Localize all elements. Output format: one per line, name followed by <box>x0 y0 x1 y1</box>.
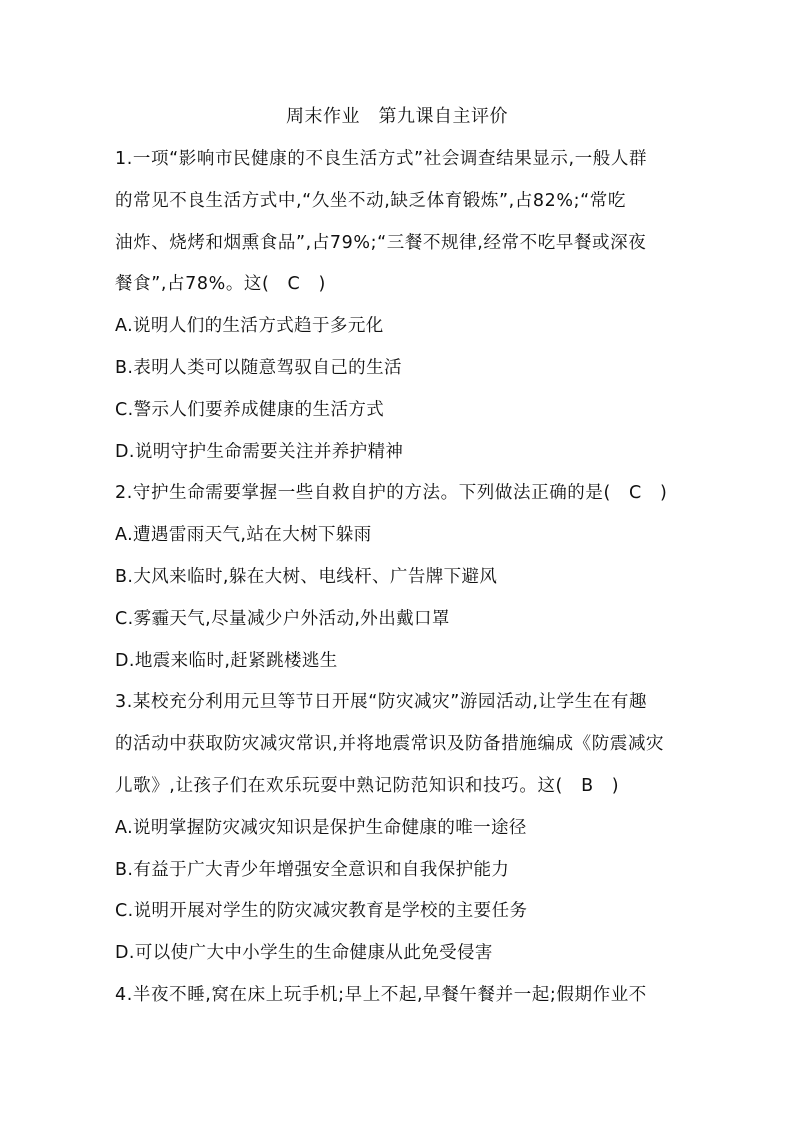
question-1-line-4: 餐食”,占78%。这( C ) <box>115 274 326 295</box>
question-2-option-b: B.大风来临时,躲在大树、电线杆、广告牌下避风 <box>115 566 498 587</box>
question-1-line-3: 油炸、烧烤和烟熏食品”,占79%;“三餐不规律,经常不吃早餐或深夜 <box>115 232 647 253</box>
question-3-option-b: B.有益于广大青少年增强安全意识和自我保护能力 <box>115 859 510 880</box>
question-1-option-c: C.警示人们要养成健康的生活方式 <box>115 399 385 420</box>
question-4-line-1: 4.半夜不睡,窝在床上玩手机;早上不起,早餐午餐并一起;假期作业不 <box>115 984 647 1005</box>
question-1-option-a: A.说明人们的生活方式趋于多元化 <box>115 316 384 337</box>
question-2-option-d: D.地震来临时,赶紧跳楼逃生 <box>115 650 338 671</box>
question-2-line-1: 2.守护生命需要掌握一些自救自护的方法。下列做法正确的是( C ) <box>115 483 668 504</box>
question-1-line-1: 1.一项“影响市民健康的不良生活方式”社会调查结果显示,一般人群 <box>115 149 648 169</box>
question-3-option-c: C.说明开展对学生的防灾减灾教育是学校的主要任务 <box>115 901 528 922</box>
question-3-line-3: 儿歌》,让孩子们在欢乐玩耍中熟记防范知识和技巧。这( B ) <box>115 775 620 796</box>
question-3-option-a: A.说明掌握防灾减灾知识是保护生命健康的唯一途径 <box>115 817 527 838</box>
question-3-option-d: D.可以使广大中小学生的生命健康从此免受侵害 <box>115 943 493 964</box>
question-1-line-2: 的常见不良生活方式中,“久坐不动,缺乏体育锻炼”,占82%;“常吃 <box>115 190 626 211</box>
question-3-line-2: 的活动中获取防灾减灾常识,并将地震常识及防备措施编成《防震减灾 <box>115 734 665 755</box>
question-3-line-1: 3.某校充分利用元旦等节日开展“防灾减灾”游园活动,让学生在有趣 <box>115 692 648 713</box>
question-2-option-a: A.遭遇雷雨天气,站在大树下躲雨 <box>115 525 372 546</box>
question-2-option-c: C.雾霾天气,尽量减少户外活动,外出戴口罩 <box>115 608 450 629</box>
page-title: 周末作业 第九课自主评价 <box>286 106 508 127</box>
question-1-option-b: B.表明人类可以随意驾驭自己的生活 <box>115 357 402 378</box>
question-1-option-d: D.说明守护生命需要关注并养护精神 <box>115 441 404 462</box>
document-body <box>115 145 695 1023</box>
